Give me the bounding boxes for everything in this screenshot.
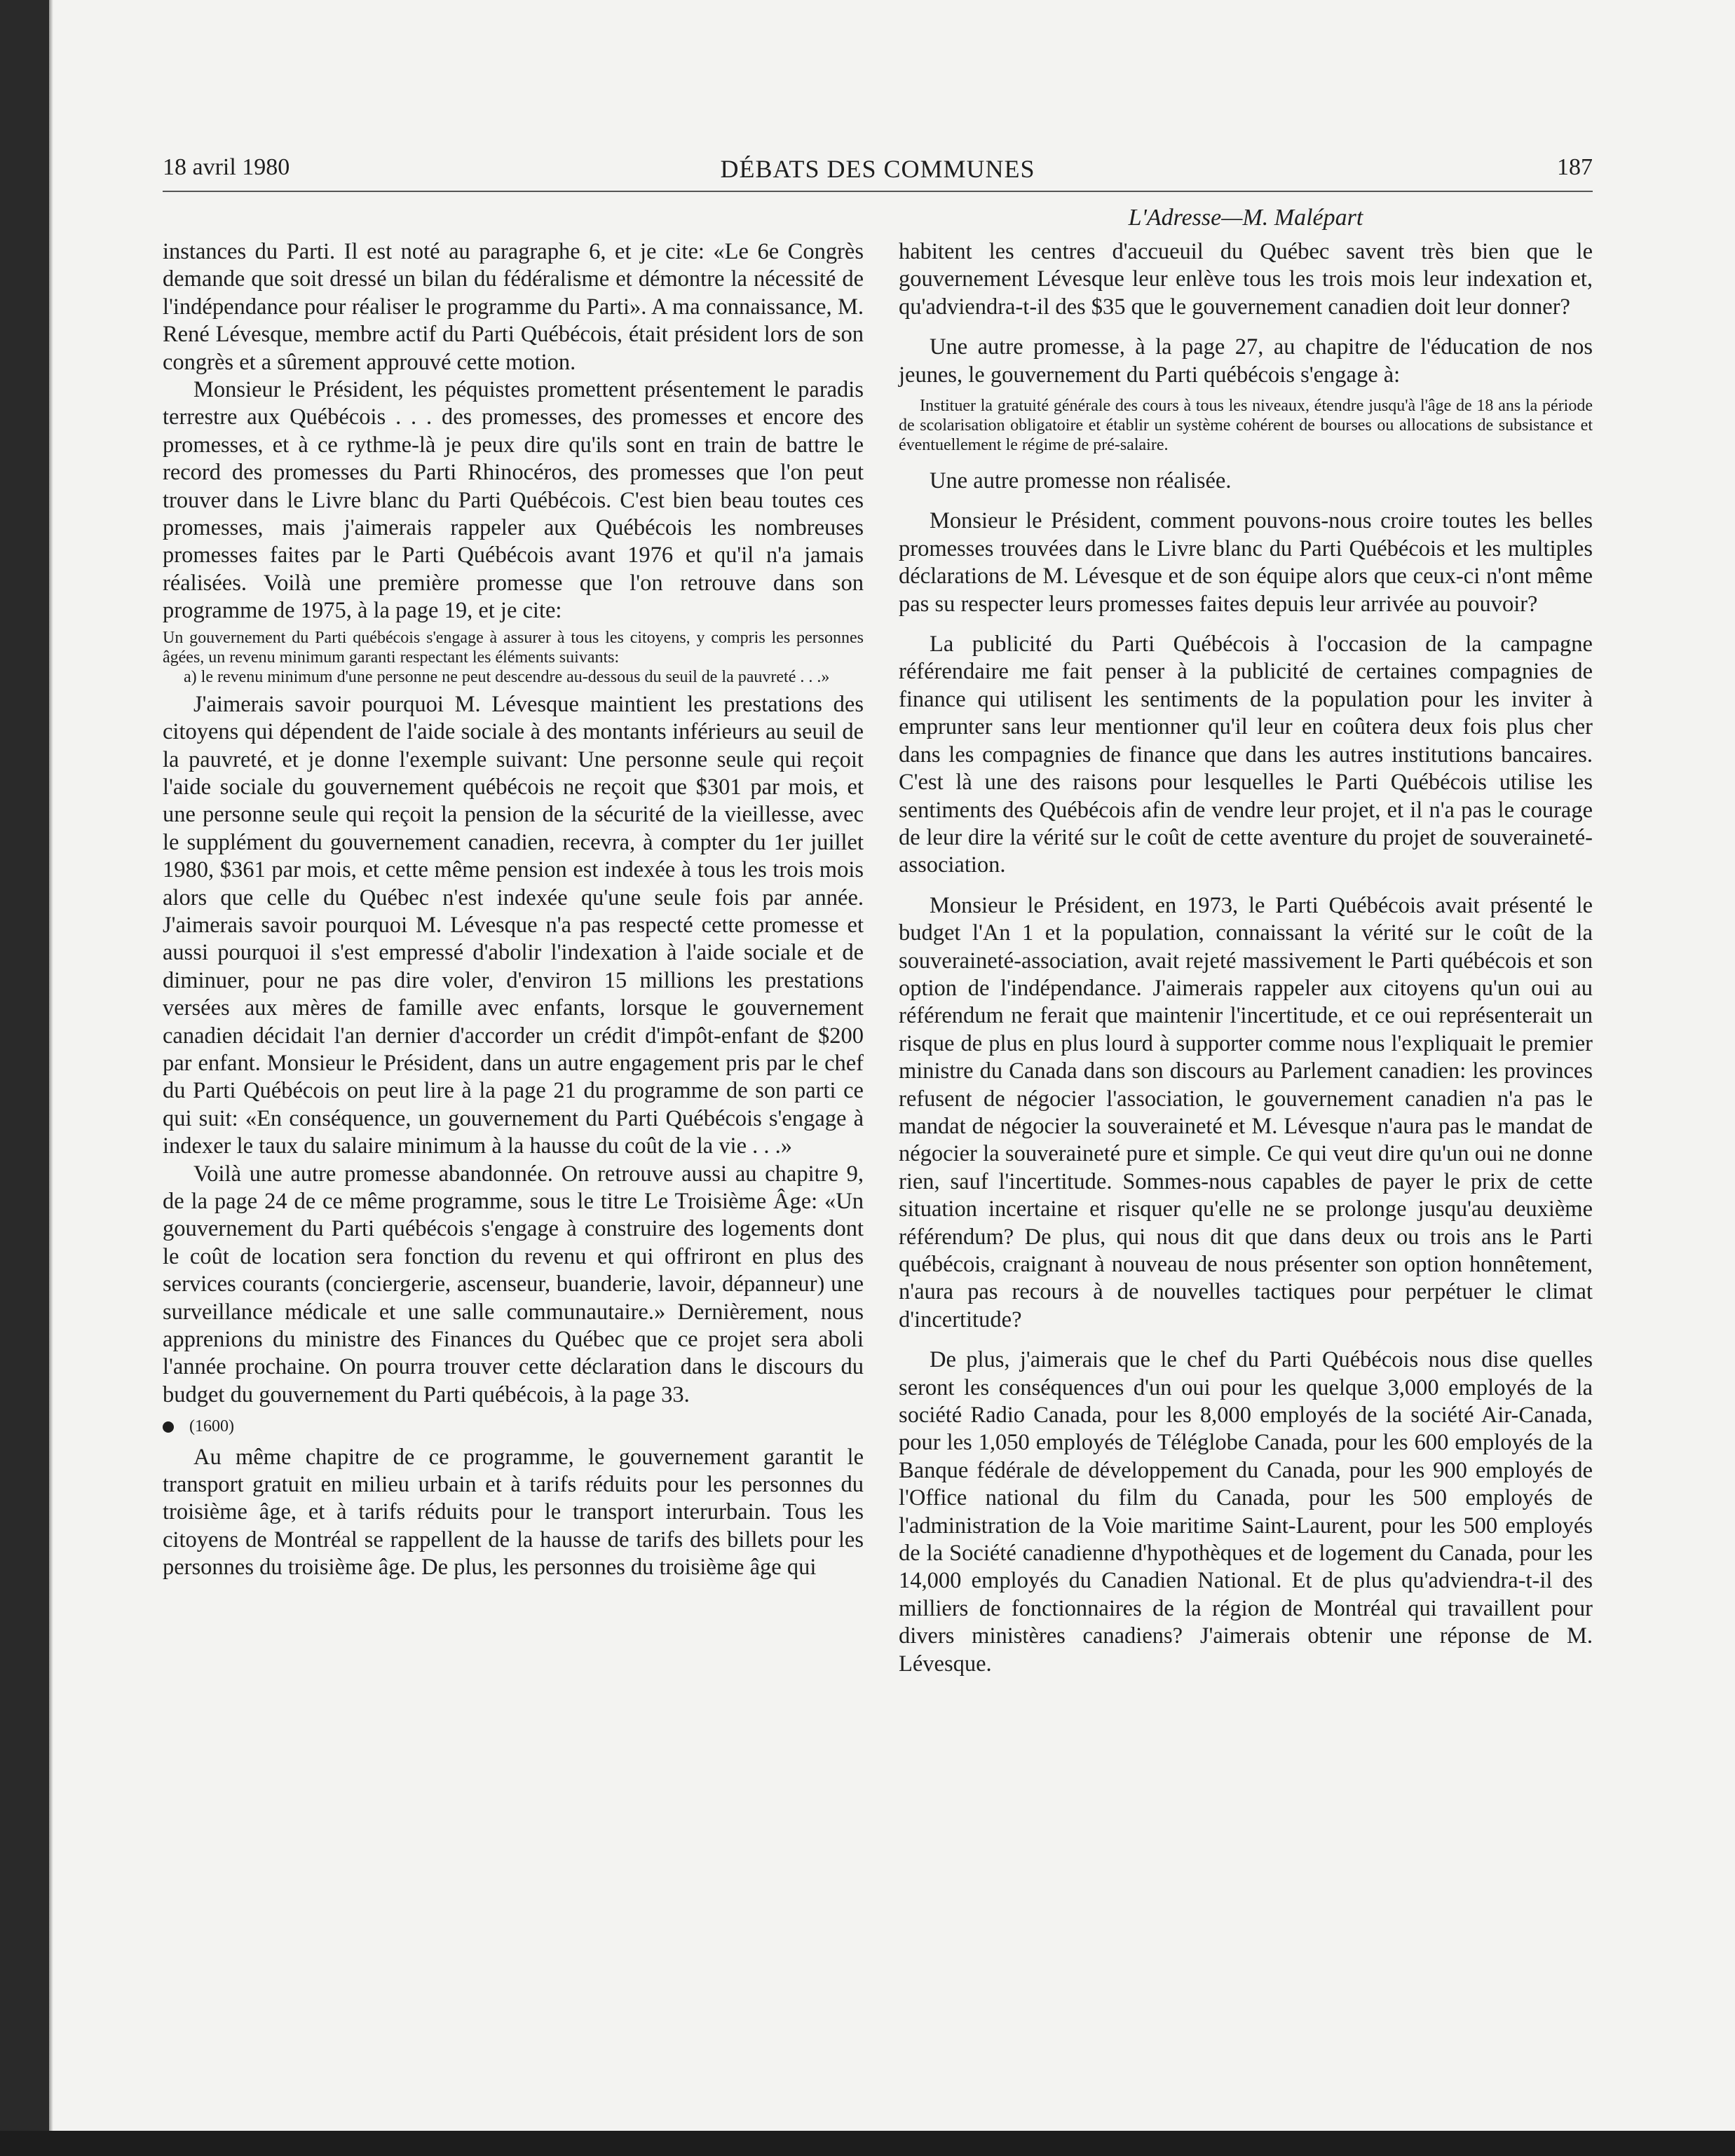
paragraph: instances du Parti. Il est noté au paragraphe 6, et je cite: «Le 6e Congrès demande que soit dressé un bilan du fédéralisme et démontre la nécessité de l'indépendance pour réaliser le programme du Parti». A ma connaissance, M. René Lévesque, membre actif du Parti Québécois, était président lors de son congrès et a sûrement approuvé cette motion. [163,239,864,375]
paragraph: Monsieur le Président, comment pouvons-nous croire toutes les belles promesses trouvées dans le Livre blanc du Parti Québécois et les multiples déclarations de M. Lévesque et de son équipe alors que ceux-ci n'ont même pas su respecter leurs promesses faites depuis leur arrivée au pouvoir? [899,508,1593,617]
paragraph: Une autre promesse non réalisée. [930,468,1232,494]
left-column [163,238,864,1582]
paragraph: habitent les centres d'accueuil du Québec savent très bien que le gouvernement Lévesque leur enlève tous les trois mois leur indexation et, qu'adviendra-t-il des $35 que le gouvernement canadien doit leur donner? [899,239,1593,320]
time-marker-label: (1600) [189,1417,234,1436]
paragraph: Monsieur le Président, les péquistes promettent présentement le paradis terrestre aux Québécois . . . des promesses, des promesses et encore des promesses, et à ce rythme-là je peux dire qu'ils sont en train de battre le record des promesses du Parti Rhinocéros, des promesses que l'on peut trouver dans le Livre blanc du Parti Québécois. C'est bien beau toutes ces promesses, mais j'aimerais rappeler aux Québécois les nombreuses promesses faites par le Parti Québécois avant 1976 et qu'il n'a jamais réalisées. Voilà une première promesse que l'on retrouve dans son programme de 1975, à la page 19, et je cite: [163,377,864,624]
block-quote [163,628,864,687]
right-column [899,238,1593,1678]
section-subheader: L'Adresse—M. Malépart [1128,205,1363,231]
bullet-icon [163,1421,174,1433]
quote-text: Instituer la gratuité générale des cours à tous les niveaux, étendre jusqu'à l'âge de 18 ans la période de scolarisation obligatoire et établir un système cohérent de bourses ou allocations de subsistance et éventuellement le régime de pré-salaire. [899,397,1593,455]
header-date: 18 avril 1980 [163,154,290,180]
page-header [163,151,1593,192]
paragraph: Monsieur le Président, en 1973, le Parti Québécois avait présenté le budget l'An 1 et la population, connaissant la vérité sur le coût de la souveraineté-association, avait rejeté massivement le Parti québécois et son option de l'indépendance. J'aimerais rappeler aux citoyens qu'un oui au référendum ne ferait que maintenir l'incertitude, et ce oui représenterait un risque de plus en plus lourd à supporter comme nous l'expliquait le premier ministre du Canada dans son discours au Parlement canadien: les provinces refusent de négocier l'association, le gouvernement canadien n'a pas le mandat de négocier la souveraineté et M. Lévesque n'aura pas le mandat de négocier la souveraineté pure et simple. Ce qui veut dire qu'un oui ne donne rien, sauf l'incertitude. Sommes-nous capables de payer le prix de cette situation incertaine et risquer qu'elle ne se prolonge jusqu'au deuxième référendum? De plus, qui nous dit que dans deux ou trois ans le Parti québécois, craignant à nouveau de nous présenter son option honnêtement, n'aura pas recours à de nouvelles tactiques pour perpétuer le climat d'incertitude? [899,892,1593,1332]
paragraph: Voilà une autre promesse abandonnée. On retrouve aussi au chapitre 9, de la page 24 de ce même programme, sous le titre Le Troisième Âge: «Un gouvernement du Parti québécois s'engage à construire des logements dont le coût de location sera fonction du revenu et qui offriront en plus des services courants (conciergerie, ascenseur, buanderie, lavoir, dépanneur) une surveillance médicale et une salle communautaire.» Dernièrement, nous apprenions du ministre des Finances du Québec que ce projet sera aboli l'année prochaine. On pourra trouver cette déclaration dans le discours du budget du gouvernement du Parti québécois, à la page 33. [163,1161,864,1407]
paragraph: Une autre promesse, à la page 27, au chapitre de l'éducation de nos jeunes, le gouvernement du Parti québécois s'engage à: [899,334,1593,388]
quote-item: a) le revenu minimum d'une personne ne peut descendre au-dessous du seuil de la pauvreté . . .» [184,667,830,686]
paragraph: La publicité du Parti Québécois à l'occasion de la campagne référendaire me fait penser à la publicité de certaines compagnies de finance qui utilisent les sentiments de la population pour les inviter à emprunter sans leur mentionner qu'il leur en coûtera deux fois plus cher dans les compagnies de finance que dans les autres institutions bancaires. C'est là une des raisons pour lesquelles le Parti Québécois utilise les sentiments des Québécois afin de vendre leur projet, et il n'a pas le courage de leur dire la vérité sur le coût de cette aventure du projet de souveraineté-association. [899,632,1593,878]
scan-edge-shade [49,0,53,2156]
scan-edge [0,0,49,2156]
quote-text: Un gouvernement du Parti québécois s'engage à assurer à tous les citoyens, y compris les personnes âgées, un revenu minimum garanti respectant les éléments suivants: [163,628,864,667]
header-title: DÉBATS DES COMMUNES [720,155,1035,183]
paragraph: J'aimerais savoir pourquoi M. Lévesque maintient les prestations des citoyens qui dépendent de l'aide sociale à des montants inférieurs au seuil de la pauvreté, et je donne l'exemple suivant: Une personne seule qui reçoit l'aide sociale du gouvernement québécois ne reçoit que $301 par mois, et une personne seule qui reçoit la pension de la sécurité de la vieillesse, avec le supplément du gouvernement canadien, recevra, à compter du 1er juillet 1980, $361 par mois, et cette même pension est indexée à tous les trois mois alors que celle du Québec n'est indexée qu'une seule fois par année. J'aimerais savoir pourquoi M. Lévesque n'a pas respecté cette promesse et aussi pourquoi il s'est empressé d'abolir l'indexation à l'aide sociale et de diminuer, pour ne pas dire voler, d'environ 15 millions les prestations versées aux mères de famille avec enfants, lorsque le gouvernement canadien décidait l'an dernier d'accorder un crédit d'impôt-enfant de $200 par enfant. Monsieur le Président, dans un autre engagement pris par le chef du Parti Québécois on peut lire à la page 21 du programme de son parti ce qui suit: «En conséquence, un gouvernement du Parti Québécois s'engage à indexer le taux du salaire minimum à la hausse du coût de la vie . . .» [163,691,864,1159]
time-marker [163,1413,864,1440]
page-number: 187 [1557,154,1593,180]
scan-bottom-edge [0,2131,1735,2156]
block-quote [899,396,1593,455]
paragraph: Au même chapitre de ce programme, le gouvernement garantit le transport gratuit en milieu urbain et à tarifs réduits pour les personnes du troisième âge, et à tarifs réduits pour le transport interurbain. Tous les citoyens de Montréal se rappellent de la hausse de tarifs des billets pour les personnes du troisième âge. De plus, les personnes du troisième âge qui [163,1444,864,1581]
paragraph: De plus, j'aimerais que le chef du Parti Québécois nous dise quelles seront les conséquences d'un oui pour les quelque 3,000 employés de la société Radio Canada, pour les 8,000 employés de la société Air-Canada, pour les 1,050 employés de Téléglobe Canada, pour les 600 employés de la Banque fédérale de développement du Canada, pour les 900 employés de l'Office national du film du Canada, pour les 500 employés de l'administration de la Voie maritime Saint-Laurent, pour les 500 employés de la Société canadienne d'hypothèques et de logement du Canada, pour les 14,000 employés du Canadien National. Et de plus qu'adviendra-t-il des milliers de fonctionnaires de la région de Montréal qui travaillent pour divers ministères canadiens? J'aimerais obtenir une réponse de M. Lévesque. [899,1347,1593,1677]
